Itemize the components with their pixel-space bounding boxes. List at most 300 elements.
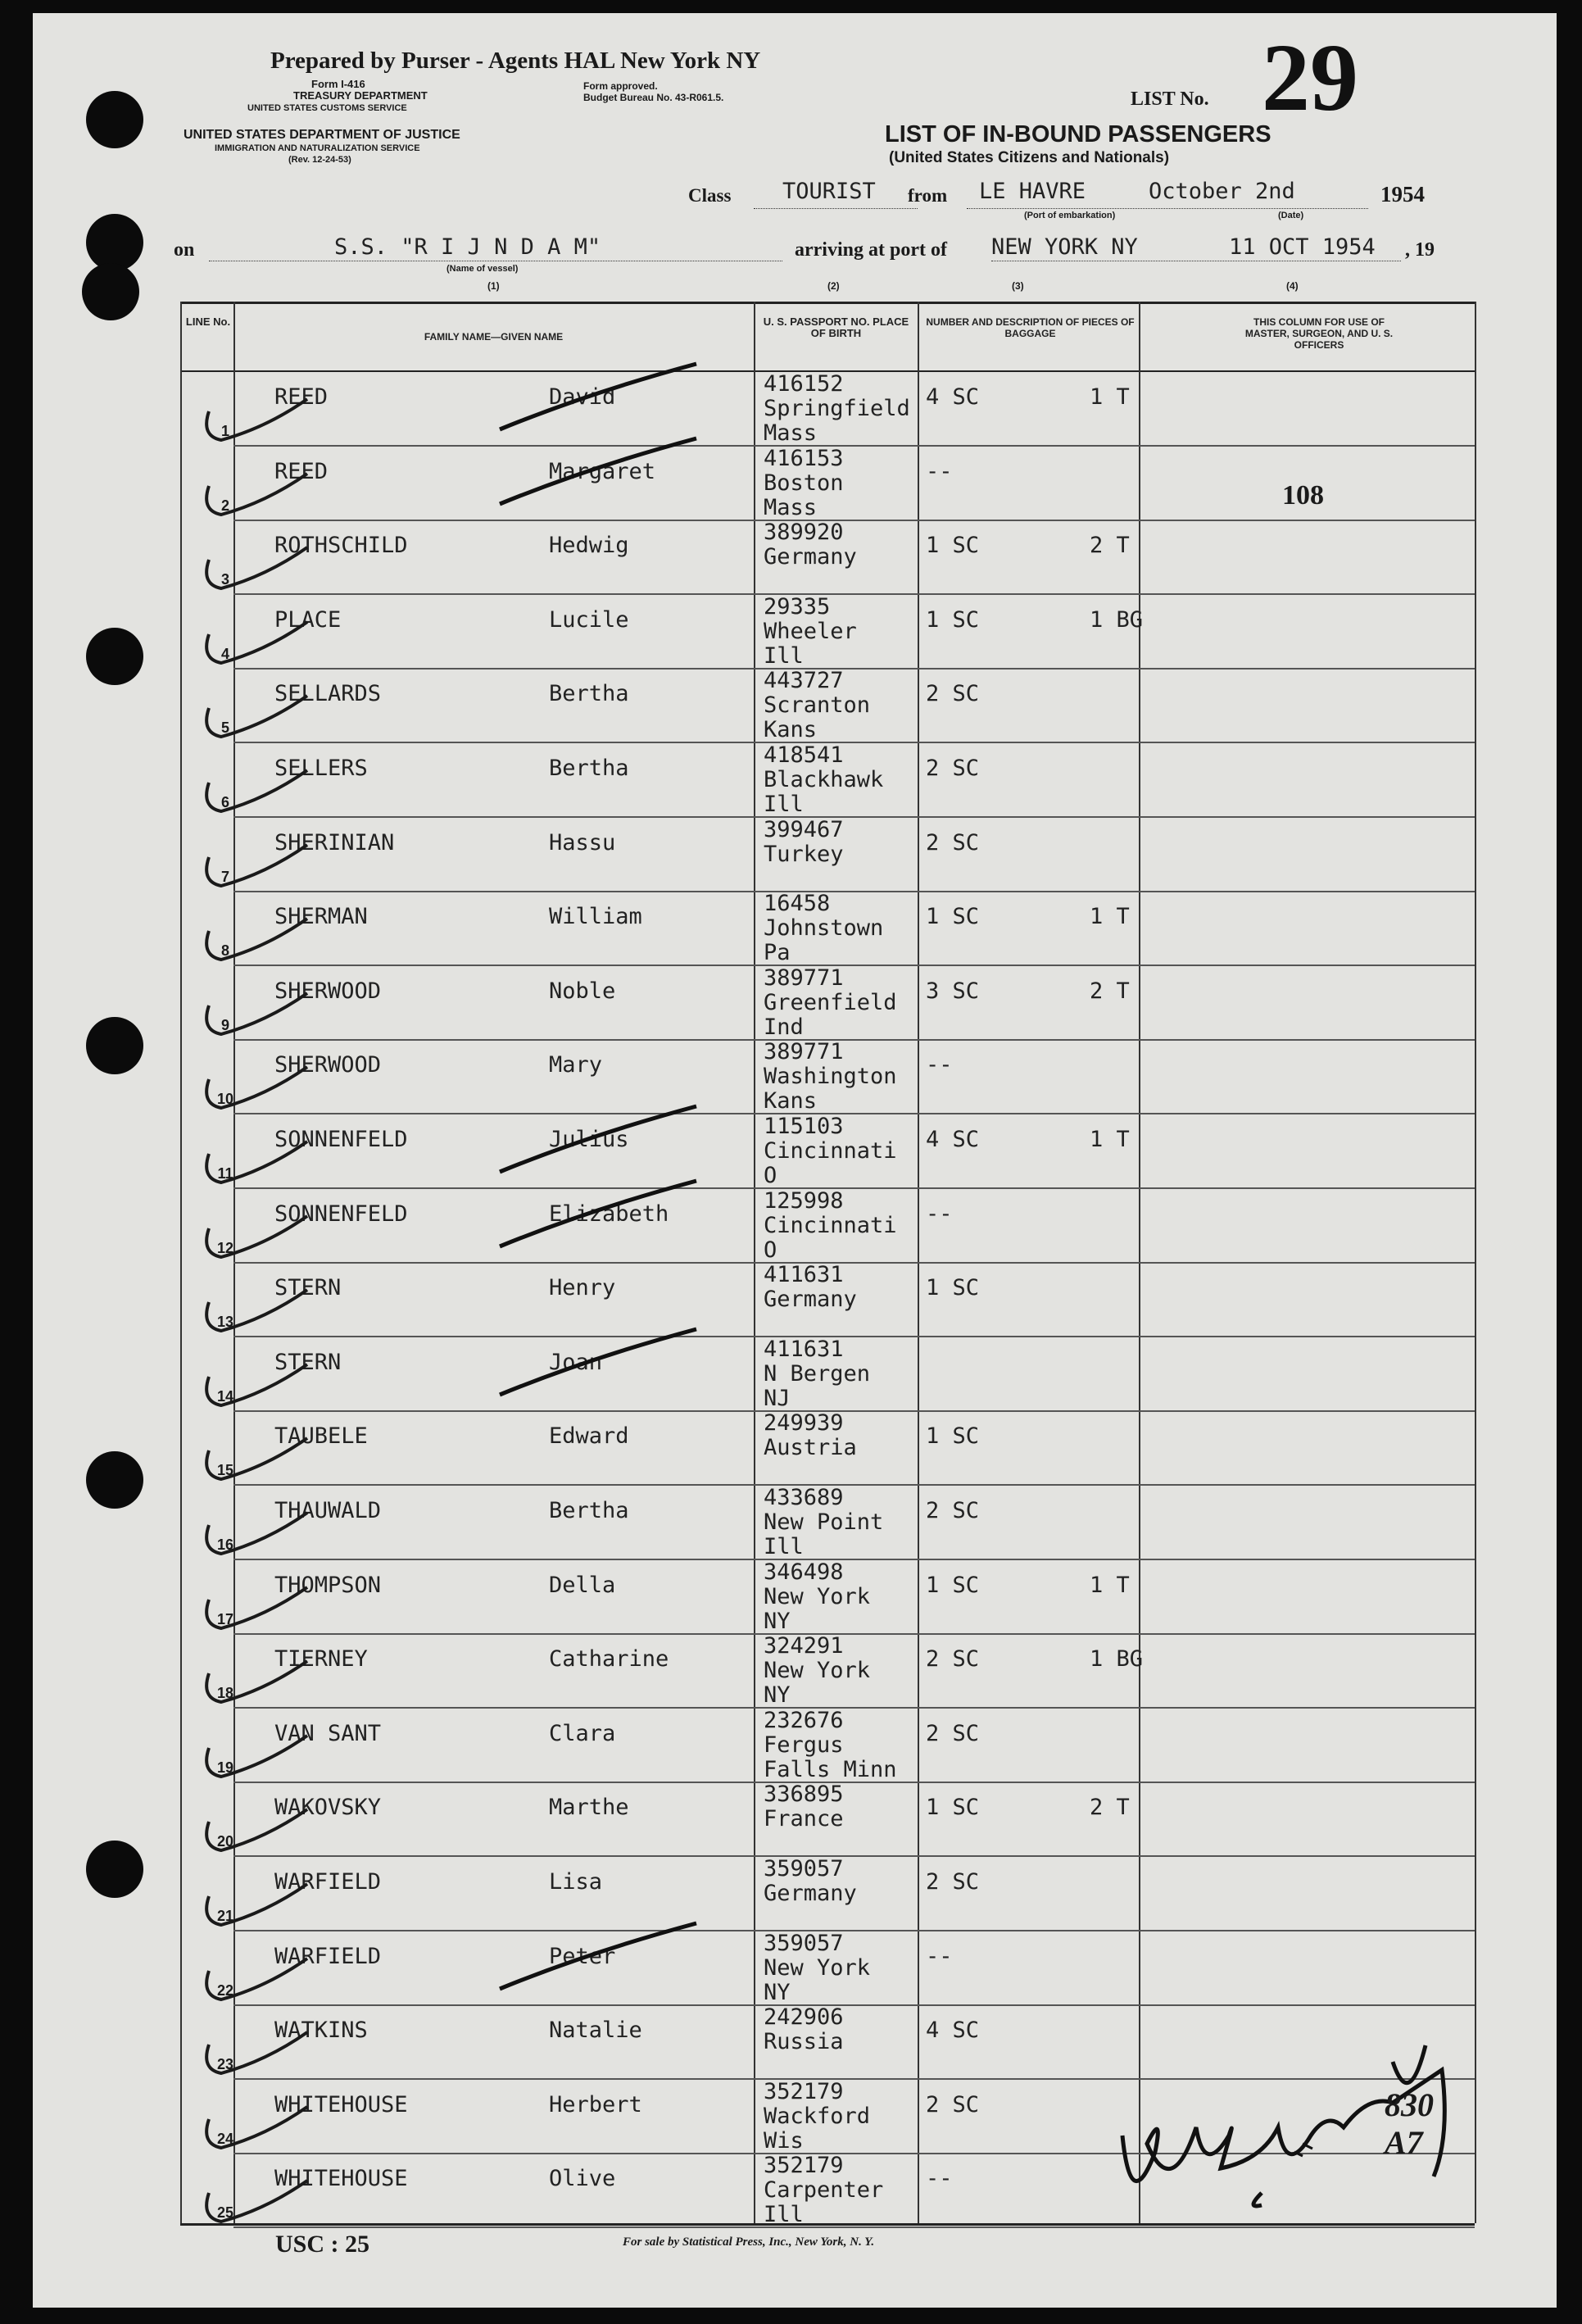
strike-mark-icon xyxy=(492,434,705,508)
place-of-birth: NY xyxy=(764,1979,791,2005)
place-of-birth xyxy=(764,1460,857,1485)
baggage-count: 2 SC xyxy=(926,1720,980,1746)
place-of-birth: NJ xyxy=(764,1385,791,1411)
passport-number: 411631 xyxy=(764,1336,844,1362)
date-value: October 2nd xyxy=(1149,179,1295,204)
place-of-birth: Ill xyxy=(764,792,804,817)
table-row xyxy=(33,1411,1557,1486)
family-name: SHERWOOD xyxy=(274,978,382,1004)
passport-and-birthplace xyxy=(764,1486,883,1559)
arriving-label: arriving at port of xyxy=(795,239,947,261)
given-name: David xyxy=(549,384,616,410)
place-of-birth: Wackford xyxy=(764,2103,871,2129)
baggage-count: 1 SC xyxy=(926,606,980,633)
passport-and-birthplace xyxy=(764,372,910,446)
given-name: Clara xyxy=(549,1720,616,1746)
table-row xyxy=(33,1782,1557,1857)
table-row xyxy=(33,1931,1557,2006)
check-mark-icon xyxy=(193,543,315,601)
place-of-birth: Mass xyxy=(764,494,818,520)
check-mark-icon xyxy=(193,2103,315,2160)
baggage-extra: 1 BG xyxy=(1090,1646,1144,1673)
check-mark-icon xyxy=(193,1732,315,1789)
table-row xyxy=(33,1189,1557,1264)
given-name: Hedwig xyxy=(549,533,629,559)
list-number: 29 xyxy=(1262,24,1358,131)
check-mark-icon xyxy=(193,915,315,972)
line-number: 10 xyxy=(216,1091,234,1108)
baggage-count: 2 SC xyxy=(926,756,980,781)
year-value: 1954 xyxy=(1380,182,1425,207)
check-mark-icon xyxy=(193,1212,315,1269)
line-number: 24 xyxy=(216,2130,234,2147)
family-name: WATKINS xyxy=(274,2018,368,2044)
budget-bureau: Budget Bureau No. 43-R061.5. xyxy=(583,92,724,103)
line-number: 3 xyxy=(220,571,229,588)
place-of-birth: Greenfield xyxy=(764,989,897,1015)
officer-annotation: 108 xyxy=(1282,480,1324,511)
check-mark-icon xyxy=(193,1954,315,2012)
passport-and-birthplace xyxy=(764,2080,870,2154)
family-name: REED xyxy=(274,384,329,410)
baggage-count: 1 SC xyxy=(926,1572,980,1598)
baggage-count: 2 SC xyxy=(926,681,980,707)
passport-number: 352179 xyxy=(764,2153,844,2179)
signature-note: 830 A7 xyxy=(1385,2086,1434,2161)
passport-number: 346498 xyxy=(764,1559,844,1585)
place-of-birth: Johnstown xyxy=(764,915,884,942)
passport-and-birthplace xyxy=(764,1337,870,1411)
line-number: 8 xyxy=(220,942,229,960)
baggage-count: 1 SC xyxy=(926,533,980,559)
table-row xyxy=(33,1560,1557,1635)
baggage-count: 2 SC xyxy=(926,2091,980,2117)
passport-number: 416153 xyxy=(764,445,844,471)
table-row xyxy=(33,892,1557,966)
col-num-4: (4) xyxy=(1286,280,1299,292)
line-number: 2 xyxy=(220,497,229,514)
passport-and-birthplace xyxy=(764,892,883,965)
officer-signature xyxy=(1098,2013,1524,2226)
place-of-birth: Wis xyxy=(764,2127,804,2154)
place-of-birth: New York xyxy=(764,1583,871,1609)
place-of-birth: New Point xyxy=(764,1509,884,1535)
place-of-birth: Ill xyxy=(764,642,804,669)
family-name: WAKOVSKY xyxy=(274,1795,382,1821)
baggage-extra: 2 T xyxy=(1090,978,1130,1004)
family-name: WARFIELD xyxy=(274,1869,382,1895)
printer-credit: For sale by Statistical Press, Inc., New York, N. Y. xyxy=(623,2235,875,2249)
given-name: Peter xyxy=(549,1943,616,1969)
passport-number: 249939 xyxy=(764,1410,844,1437)
passport-and-birthplace xyxy=(764,1560,870,1634)
line-number: 11 xyxy=(217,1165,233,1182)
baggage-count: 2 SC xyxy=(926,829,980,856)
family-name: TAUBELE xyxy=(274,1423,368,1450)
given-name: Edward xyxy=(549,1423,629,1450)
family-name: STERN xyxy=(274,1275,342,1301)
given-name: Lucile xyxy=(549,606,629,633)
passport-and-birthplace xyxy=(764,1931,870,2005)
line-number: 22 xyxy=(216,1981,234,1999)
place-of-birth xyxy=(764,1906,857,1931)
line-number: 18 xyxy=(216,1685,234,1702)
list-no-label: LIST No. xyxy=(1131,89,1209,110)
line-number: 15 xyxy=(216,1462,234,1479)
table-row xyxy=(33,1040,1557,1114)
check-mark-icon xyxy=(193,1137,315,1195)
given-name: Herbert xyxy=(549,2091,642,2117)
arrival-date: 11 OCT 1954 xyxy=(1229,234,1376,260)
place-of-birth: Turkey xyxy=(764,841,844,867)
check-mark-icon xyxy=(193,692,315,749)
place-of-birth: O xyxy=(764,1237,777,1263)
passport-number: 16458 xyxy=(764,891,831,917)
form-approved: Form approved. xyxy=(583,80,658,92)
passport-number: 416152 xyxy=(764,371,844,397)
passport-number: 352179 xyxy=(764,2078,844,2104)
passport-number: 125998 xyxy=(764,1187,844,1214)
table-row xyxy=(33,1114,1557,1189)
place-of-birth: New York xyxy=(764,1658,871,1684)
table-row xyxy=(33,818,1557,892)
passport-and-birthplace xyxy=(764,2005,844,2079)
passport-and-birthplace xyxy=(764,595,857,669)
punch-hole xyxy=(82,263,139,320)
given-name: Bertha xyxy=(549,1498,629,1523)
passport-and-birthplace xyxy=(764,1263,857,1337)
place-of-birth: Ind xyxy=(764,1014,804,1040)
place-of-birth: Kans xyxy=(764,1088,818,1114)
check-mark-icon xyxy=(193,1880,315,1937)
on-label: on xyxy=(174,239,195,261)
passport-and-birthplace xyxy=(764,1709,897,1782)
table-row xyxy=(33,1857,1557,1931)
place-of-birth: NY xyxy=(764,1608,791,1634)
family-name: SELLARDS xyxy=(274,681,382,707)
baggage-count: 1 SC xyxy=(926,1795,980,1821)
passport-and-birthplace xyxy=(764,1857,857,1931)
place-of-birth: Russia xyxy=(764,2029,844,2055)
place-of-birth: NY xyxy=(764,1682,791,1709)
given-name: Bertha xyxy=(549,756,629,781)
passport-and-birthplace xyxy=(764,1040,897,1114)
passport-and-birthplace xyxy=(764,743,883,817)
given-name: Joan xyxy=(549,1349,603,1375)
passport-and-birthplace xyxy=(764,966,897,1040)
place-of-birth: Carpenter xyxy=(764,2177,884,2204)
customs-service: UNITED STATES CUSTOMS SERVICE xyxy=(247,103,407,113)
line-number: 12 xyxy=(216,1239,234,1256)
passport-number: 389771 xyxy=(764,1039,844,1065)
col-header-name: FAMILY NAME—GIVEN NAME xyxy=(424,331,564,343)
baggage-count: 1 SC xyxy=(926,1275,980,1301)
revision: (Rev. 12-24-53) xyxy=(288,155,351,165)
place-of-birth: Falls Minn xyxy=(764,1756,897,1782)
place-of-birth: O xyxy=(764,1163,777,1188)
table-row xyxy=(33,1337,1557,1412)
strike-mark-icon xyxy=(492,1919,705,1993)
passport-number: 443727 xyxy=(764,668,844,694)
place-of-birth: Austria xyxy=(764,1435,857,1461)
baggage-extra: 2 T xyxy=(1090,533,1130,559)
passport-and-birthplace xyxy=(764,2154,883,2227)
baggage-count: 2 SC xyxy=(926,1498,980,1523)
table-row xyxy=(33,447,1557,521)
passport-and-birthplace xyxy=(764,669,870,742)
punch-hole xyxy=(86,91,143,148)
check-mark-icon xyxy=(193,1063,315,1120)
check-mark-icon xyxy=(193,989,315,1046)
check-mark-icon xyxy=(193,1286,315,1343)
strike-mark-icon xyxy=(492,1325,705,1399)
strike-mark-icon xyxy=(492,1102,705,1176)
check-mark-icon xyxy=(193,1434,315,1491)
place-of-birth: Kans xyxy=(764,717,818,743)
check-mark-icon xyxy=(193,618,315,675)
place-of-birth: Germany xyxy=(764,544,857,570)
passport-and-birthplace xyxy=(764,447,844,520)
baggage-extra: 1 T xyxy=(1090,1127,1130,1152)
place-of-birth: Ill xyxy=(764,1534,804,1559)
baggage-count: 4 SC xyxy=(926,1127,980,1152)
line-number: 7 xyxy=(220,868,229,885)
date-caption: (Date) xyxy=(1278,211,1304,220)
place-of-birth: Mass xyxy=(764,420,818,446)
baggage-count: -- xyxy=(926,458,953,484)
given-name: Lisa xyxy=(549,1869,603,1895)
passport-number: 389920 xyxy=(764,520,844,546)
col-num-2: (2) xyxy=(827,280,840,292)
table-row xyxy=(33,1263,1557,1337)
passport-number: 389771 xyxy=(764,965,844,991)
given-name: Della xyxy=(549,1572,616,1598)
passport-number: 359057 xyxy=(764,1930,844,1956)
line-number: 25 xyxy=(216,2204,234,2222)
from-value: LE HAVRE xyxy=(979,179,1086,204)
justice-dept: UNITED STATES DEPARTMENT OF JUSTICE xyxy=(184,128,460,142)
class-label: Class xyxy=(688,185,732,206)
line-number: 21 xyxy=(216,1908,234,1924)
check-mark-icon xyxy=(193,2176,315,2234)
col-num-1: (1) xyxy=(487,280,500,292)
check-mark-icon xyxy=(193,470,315,527)
line-number: 17 xyxy=(216,1610,234,1627)
place-of-birth xyxy=(764,1832,844,1856)
place-of-birth: Pa xyxy=(764,940,791,966)
place-of-birth: New York xyxy=(764,1954,871,1981)
family-name: SHERMAN xyxy=(274,904,368,930)
baggage-count: 1 SC xyxy=(926,904,980,930)
family-name: SHERWOOD xyxy=(274,1052,382,1078)
given-name: Henry xyxy=(549,1275,616,1301)
table-row xyxy=(33,595,1557,670)
baggage-count: 4 SC xyxy=(926,2018,980,2044)
given-name: Natalie xyxy=(549,2018,642,2044)
place-of-birth: Springfield xyxy=(764,396,910,421)
baggage-extra: 2 T xyxy=(1090,1795,1130,1821)
family-name: WHITEHOUSE xyxy=(274,2091,408,2117)
table-row xyxy=(33,669,1557,743)
ins-service: IMMIGRATION AND NATURALIZATION SERVICE xyxy=(215,143,420,153)
given-name: Marthe xyxy=(549,1795,629,1821)
family-name: STERN xyxy=(274,1349,342,1375)
place-of-birth: Blackhawk xyxy=(764,767,884,792)
baggage-extra: 1 T xyxy=(1090,904,1130,930)
given-name: Elizabeth xyxy=(549,1201,669,1227)
family-name: THOMPSON xyxy=(274,1572,382,1598)
treasury-dept: TREASURY DEPARTMENT xyxy=(293,89,428,102)
table-row xyxy=(33,966,1557,1041)
line-number: 9 xyxy=(220,1016,229,1033)
col-num-3: (3) xyxy=(1012,280,1024,292)
place-of-birth xyxy=(764,2054,844,2079)
arrival-port: NEW YORK NY xyxy=(991,234,1138,260)
check-mark-icon xyxy=(193,841,315,898)
family-name: WHITEHOUSE xyxy=(274,2166,408,2192)
table-row xyxy=(33,372,1557,447)
col-header-line-no: LINE No. xyxy=(185,315,231,328)
table-row xyxy=(33,520,1557,595)
family-name: SELLERS xyxy=(274,756,368,781)
col-header-officers: THIS COLUMN FOR USE OF MASTER, SURGEON, AND U. S. OFFICERS xyxy=(1244,316,1394,351)
passport-number: 411631 xyxy=(764,1262,844,1288)
class-value: TOURIST xyxy=(782,179,876,204)
strike-mark-icon xyxy=(492,360,705,433)
passport-and-birthplace xyxy=(764,818,844,892)
passport-number: 324291 xyxy=(764,1633,844,1659)
check-mark-icon xyxy=(193,766,315,824)
passport-number: 336895 xyxy=(764,1782,844,1808)
place-of-birth: Scranton xyxy=(764,692,871,719)
prepared-by-line: Prepared by Purser - Agents HAL New York NY xyxy=(270,48,761,74)
place-of-birth: N Bergen xyxy=(764,1360,871,1387)
given-name: Mary xyxy=(549,1052,603,1078)
line-number: 5 xyxy=(220,719,229,737)
baggage-count: 4 SC xyxy=(926,384,980,410)
given-name: Catharine xyxy=(549,1646,669,1673)
baggage-count: -- xyxy=(926,1943,953,1969)
family-name: SONNENFELD xyxy=(274,1201,408,1227)
check-mark-icon xyxy=(193,1509,315,1566)
check-mark-icon xyxy=(193,1583,315,1641)
line-number: 1 xyxy=(220,423,229,439)
family-name: SONNENFELD xyxy=(274,1127,408,1152)
table-row xyxy=(33,1486,1557,1560)
given-name: Hassu xyxy=(549,829,616,856)
passport-and-birthplace xyxy=(764,1411,857,1485)
list-title: LIST OF IN-BOUND PASSENGERS xyxy=(885,121,1271,148)
passport-number: 29335 xyxy=(764,593,831,620)
place-of-birth: France xyxy=(764,1806,844,1832)
baggage-extra: 1 BG xyxy=(1090,606,1144,633)
baggage-extra: 1 T xyxy=(1090,1572,1130,1598)
line-number: 6 xyxy=(220,794,229,810)
given-name: Bertha xyxy=(549,681,629,707)
strike-mark-icon xyxy=(492,1177,705,1251)
list-subtitle: (United States Citizens and Nationals) xyxy=(889,149,1170,166)
check-mark-icon xyxy=(193,2028,315,2086)
line-number: 14 xyxy=(216,1387,234,1405)
place-of-birth: Germany xyxy=(764,1287,857,1313)
place-of-birth: Ill xyxy=(764,2202,804,2228)
passport-and-birthplace xyxy=(764,1189,897,1263)
passport-number: 418541 xyxy=(764,742,844,768)
col-header-passport: U. S. PASSPORT NO. PLACE OF BIRTH xyxy=(763,315,909,339)
passport-number: 242906 xyxy=(764,2004,844,2031)
given-name: Noble xyxy=(549,978,616,1004)
place-of-birth: Germany xyxy=(764,1881,857,1906)
baggage-count: -- xyxy=(926,1052,953,1078)
form-number: Form I-416 xyxy=(311,78,365,90)
passport-and-birthplace xyxy=(764,1634,870,1708)
usc-count: USC : 25 xyxy=(275,2231,370,2258)
baggage-count: -- xyxy=(926,2166,953,2192)
row-divider xyxy=(233,2226,1475,2228)
place-of-birth: Fergus xyxy=(764,1732,844,1758)
family-name: ROTHSCHILD xyxy=(274,533,408,559)
family-name: VAN SANT xyxy=(274,1720,382,1746)
port-embark-caption: (Port of embarkation) xyxy=(1024,211,1116,220)
place-of-birth: Wheeler xyxy=(764,618,857,644)
place-of-birth xyxy=(764,867,844,892)
passport-number: 359057 xyxy=(764,1856,844,1881)
table-row xyxy=(33,743,1557,818)
place-of-birth: Boston xyxy=(764,470,844,496)
passport-number: 115103 xyxy=(764,1114,844,1139)
line-number: 19 xyxy=(216,1759,234,1776)
baggage-count: 3 SC xyxy=(926,978,980,1004)
check-mark-icon xyxy=(193,1805,315,1863)
place-of-birth: Cincinnati xyxy=(764,1138,897,1164)
family-name: THAUWALD xyxy=(274,1498,382,1523)
check-mark-icon xyxy=(193,395,315,452)
baggage-count: 2 SC xyxy=(926,1869,980,1895)
table-row xyxy=(33,1634,1557,1709)
vessel-caption: (Name of vessel) xyxy=(446,264,519,274)
check-mark-icon xyxy=(193,1657,315,1714)
manifest-page xyxy=(33,13,1557,2308)
passport-number: 232676 xyxy=(764,1707,844,1733)
given-name: Julius xyxy=(549,1127,629,1152)
baggage-count: -- xyxy=(926,1201,953,1227)
family-name: REED xyxy=(274,458,329,484)
baggage-count: 1 SC xyxy=(926,1423,980,1450)
passport-number: 399467 xyxy=(764,816,844,842)
family-name: WARFIELD xyxy=(274,1943,382,1969)
family-name: TIERNEY xyxy=(274,1646,368,1673)
given-name: Olive xyxy=(549,2166,616,2192)
line-number: 23 xyxy=(216,2056,234,2073)
table-row xyxy=(33,1709,1557,1783)
passport-and-birthplace xyxy=(764,1782,844,1856)
family-name: PLACE xyxy=(274,606,342,633)
place-of-birth xyxy=(764,570,857,594)
year-suffix: , 19 xyxy=(1405,239,1435,261)
vessel-name: S.S. "R I J N D A M" xyxy=(334,234,601,260)
check-mark-icon xyxy=(193,1360,315,1418)
place-of-birth: Washington xyxy=(764,1064,897,1090)
passport-and-birthplace xyxy=(764,520,857,594)
line-number: 4 xyxy=(220,645,229,662)
passport-and-birthplace xyxy=(764,1114,897,1188)
baggage-extra: 1 T xyxy=(1090,384,1130,410)
line-number: 16 xyxy=(216,1536,234,1553)
line-number: 20 xyxy=(216,1833,234,1850)
place-of-birth: Cincinnati xyxy=(764,1212,897,1238)
given-name: William xyxy=(549,904,642,930)
baggage-count: 2 SC xyxy=(926,1646,980,1673)
